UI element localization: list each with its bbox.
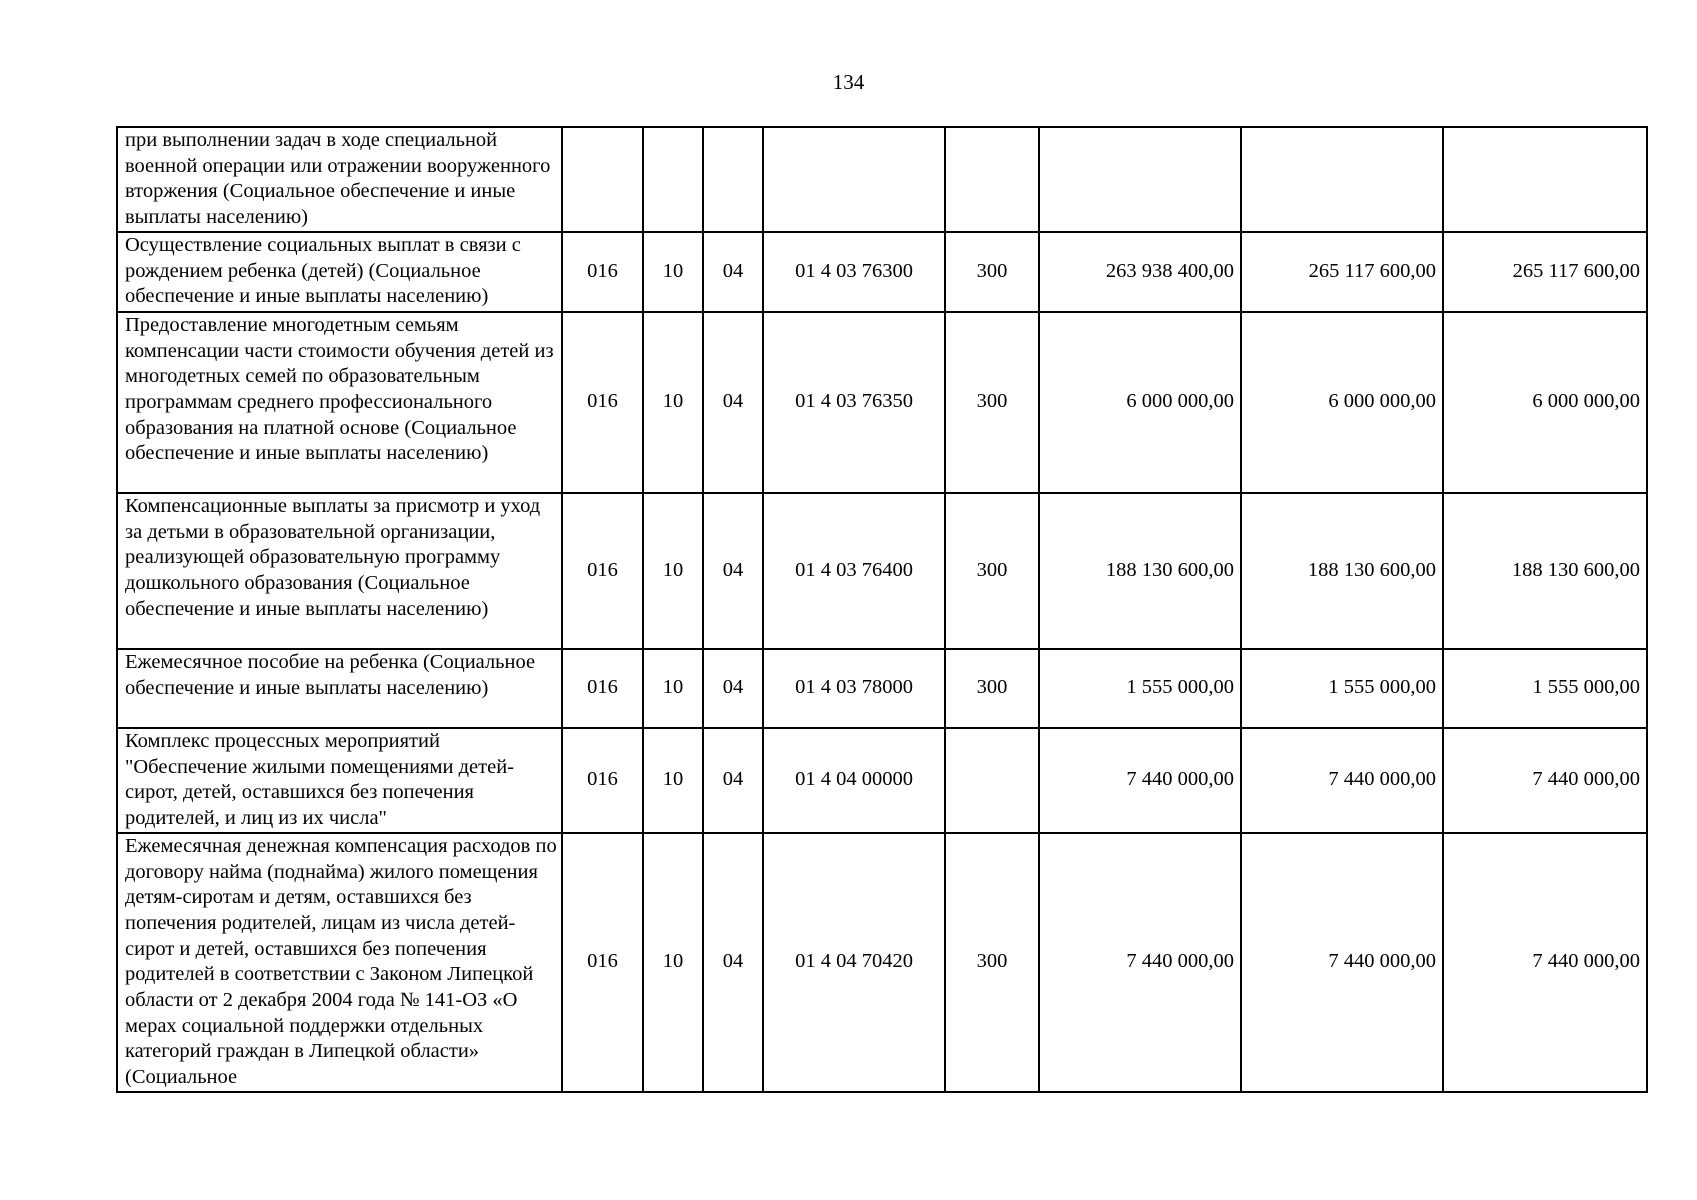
target-article-code: 01 4 03 76400 — [763, 493, 945, 649]
row-description: Осуществление социальных выплат в связи с рождением ребенка (детей) (Социальное обеспечение и иные выплаты населению) — [117, 232, 562, 312]
target-article-code: 01 4 04 70420 — [763, 833, 945, 1092]
amount-year-1: 263 938 400,00 — [1039, 232, 1241, 312]
section-code — [643, 127, 703, 232]
amount-year-1: 7 440 000,00 — [1039, 728, 1241, 833]
section-code: 10 — [643, 649, 703, 728]
table-row — [117, 728, 1647, 833]
row-description: Компенсационные выплаты за присмотр и уход за детьми в образовательной организации, реализующей образовательную программу дошкольного образования (Социальное обеспечение и иные выплаты населению) — [117, 493, 562, 649]
amount-year-3: 1 555 000,00 — [1443, 649, 1647, 728]
expense-type-code: 300 — [945, 232, 1039, 312]
amount-year-1: 6 000 000,00 — [1039, 312, 1241, 493]
subsection-code: 04 — [703, 493, 763, 649]
expense-type-code: 300 — [945, 833, 1039, 1092]
section-code: 10 — [643, 833, 703, 1092]
amount-year-2: 7 440 000,00 — [1241, 728, 1443, 833]
target-article-code: 01 4 03 76300 — [763, 232, 945, 312]
amount-year-1: 188 130 600,00 — [1039, 493, 1241, 649]
amount-year-3: 7 440 000,00 — [1443, 728, 1647, 833]
ministry-code: 016 — [562, 232, 643, 312]
row-description: Ежемесячное пособие на ребенка (Социальное обеспечение и иные выплаты населению) — [117, 649, 562, 728]
section-code: 10 — [643, 728, 703, 833]
table-row — [117, 649, 1647, 728]
row-description: Ежемесячная денежная компенсация расходов по договору найма (поднайма) жилого помещения детям-сиротам и детям, оставшихся без попечения родителей, лицам из числа детей-сирот и детей, оставшихся без попечения родителей в соответствии с Законом Липецкой области от 2 декабря 2004 года № 141-ОЗ «О мерах социальной поддержки отдельных категорий граждан в Липецкой области» (Социальное — [117, 833, 562, 1092]
amount-year-3: 265 117 600,00 — [1443, 232, 1647, 312]
amount-year-2: 265 117 600,00 — [1241, 232, 1443, 312]
amount-year-1 — [1039, 127, 1241, 232]
amount-year-3: 188 130 600,00 — [1443, 493, 1647, 649]
section-code: 10 — [643, 232, 703, 312]
section-code: 10 — [643, 493, 703, 649]
amount-year-2 — [1241, 127, 1443, 232]
ministry-code: 016 — [562, 728, 643, 833]
row-description: при выполнении задач в ходе специальной военной операции или отражении вооруженного вторжения (Социальное обеспечение и иные выплаты населению) — [117, 127, 562, 232]
expense-type-code: 300 — [945, 649, 1039, 728]
ministry-code: 016 — [562, 493, 643, 649]
target-article-code: 01 4 03 78000 — [763, 649, 945, 728]
amount-year-2: 1 555 000,00 — [1241, 649, 1443, 728]
subsection-code: 04 — [703, 728, 763, 833]
row-description: Комплекс процессных мероприятий "Обеспечение жилыми помещениями детей-сирот, детей, оставшихся без попечения родителей, и лиц из их числа" — [117, 728, 562, 833]
ministry-code: 016 — [562, 649, 643, 728]
table-row — [117, 493, 1647, 649]
table-row — [117, 127, 1647, 232]
amount-year-3: 7 440 000,00 — [1443, 833, 1647, 1092]
target-article-code — [763, 127, 945, 232]
ministry-code: 016 — [562, 312, 643, 493]
amount-year-2: 7 440 000,00 — [1241, 833, 1443, 1092]
expense-type-code: 300 — [945, 493, 1039, 649]
amount-year-1: 1 555 000,00 — [1039, 649, 1241, 728]
row-description: Предоставление многодетным семьям компенсации части стоимости обучения детей из многодетных семей по образовательным программам среднего профессионального образования на платной основе (Социальное обеспечение и иные выплаты населению) — [117, 312, 562, 493]
subsection-code: 04 — [703, 649, 763, 728]
subsection-code: 04 — [703, 312, 763, 493]
expense-type-code — [945, 127, 1039, 232]
amount-year-3 — [1443, 127, 1647, 232]
amount-year-2: 6 000 000,00 — [1241, 312, 1443, 493]
subsection-code: 04 — [703, 833, 763, 1092]
ministry-code — [562, 127, 643, 232]
subsection-code — [703, 127, 763, 232]
section-code: 10 — [643, 312, 703, 493]
expense-type-code — [945, 728, 1039, 833]
amount-year-2: 188 130 600,00 — [1241, 493, 1443, 649]
budget-table — [116, 126, 1648, 1093]
page-number: 134 — [832, 70, 865, 94]
table-row — [117, 312, 1647, 493]
table-row — [117, 232, 1647, 312]
amount-year-1: 7 440 000,00 — [1039, 833, 1241, 1092]
expense-type-code: 300 — [945, 312, 1039, 493]
amount-year-3: 6 000 000,00 — [1443, 312, 1647, 493]
target-article-code: 01 4 04 00000 — [763, 728, 945, 833]
table-row — [117, 833, 1647, 1092]
ministry-code: 016 — [562, 833, 643, 1092]
subsection-code: 04 — [703, 232, 763, 312]
target-article-code: 01 4 03 76350 — [763, 312, 945, 493]
